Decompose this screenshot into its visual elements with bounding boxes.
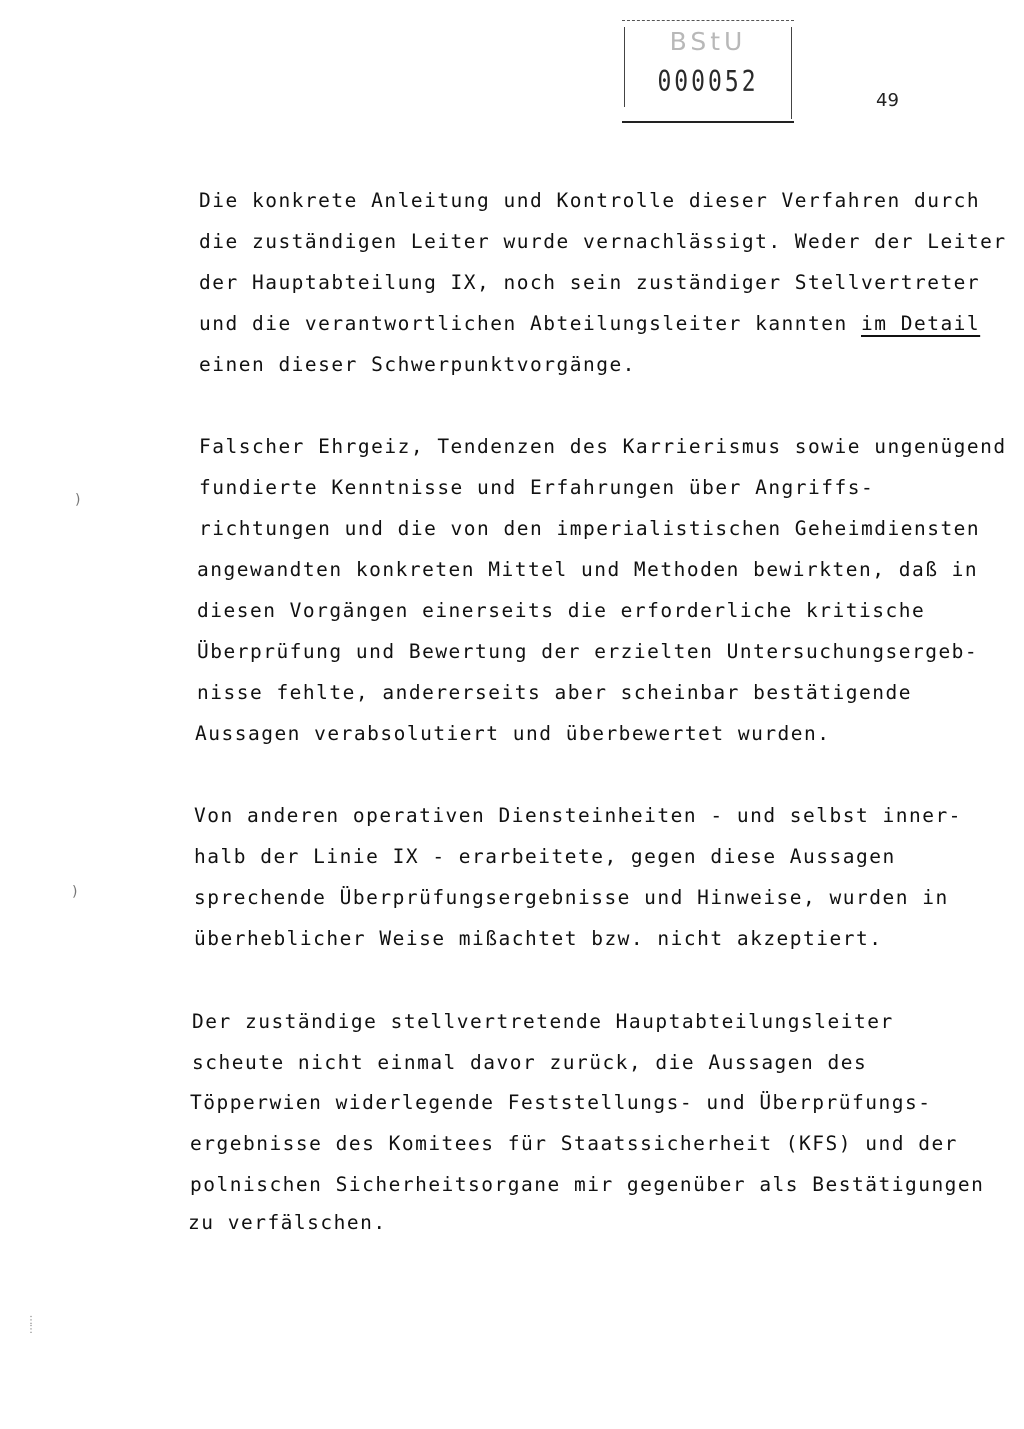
text-line: Aussagen verabsolutiert und überbewertet wurden. <box>195 722 831 745</box>
text-line: der Hauptabteilung IX, noch sein zuständiger Stellvertreter <box>199 271 981 294</box>
scan-mark: ) <box>72 884 78 900</box>
text-line: Töpperwien widerlegende Feststellungs- und Überprüfungs- <box>190 1091 932 1114</box>
archive-stamp <box>622 20 794 123</box>
text-line: Von anderen operativen Diensteinheiten - und selbst inner- <box>194 804 962 827</box>
text-line: richtungen und die von den imperialistischen Geheimdiensten <box>199 517 981 540</box>
text-line: fundierte Kenntnisse und Erfahrungen über Angriffs- <box>199 476 875 499</box>
text-line: angewandten konkreten Mittel und Methoden bewirkten, daß in <box>197 558 979 581</box>
page-number: 49 <box>876 90 899 111</box>
stamp-org-label: BStU <box>669 27 747 56</box>
text-line: einen dieser Schwerpunktvorgänge. <box>199 353 636 376</box>
text-line: Der zuständige stellvertretende Hauptabteilungsleiter <box>192 1010 894 1033</box>
text-line: Die konkrete Anleitung und Kontrolle dieser Verfahren durch <box>199 189 981 212</box>
text-line: Überprüfung und Bewertung der erzielten Untersuchungsergeb- <box>197 640 979 663</box>
underlined-phrase: im Detail <box>861 312 981 335</box>
text-line: ergebnisse des Komitees für Staatssicherheit (KFS) und der <box>190 1132 958 1155</box>
stamp-number: 000052 <box>657 65 759 99</box>
text-line <box>199 312 980 336</box>
text-segment: und die verantwortlichen Abteilungsleiter kannten <box>199 312 861 335</box>
scan-mark: ) <box>75 492 81 508</box>
text-line: diesen Vorgängen einerseits die erforderliche kritische <box>197 599 926 622</box>
text-line: überheblicher Weise mißachtet bzw. nicht akzeptiert. <box>194 927 883 950</box>
text-line: polnischen Sicherheitsorgane mir gegenüber als Bestätigungen <box>190 1173 985 1196</box>
text-line: scheute nicht einmal davor zurück, die Aussagen des <box>192 1051 868 1074</box>
text-line: nisse fehlte, andererseits aber scheinbar bestätigende <box>197 681 912 704</box>
text-line: sprechende Überprüfungsergebnisse und Hinweise, wurden in <box>194 886 949 909</box>
text-line: die zuständigen Leiter wurde vernachlässigt. Weder der Leiter <box>199 230 1007 253</box>
scan-mark: ⋮ ⋮ <box>26 1315 36 1335</box>
text-line: Falscher Ehrgeiz, Tendenzen des Karrierismus sowie ungenügend <box>199 435 1007 458</box>
text-line: halb der Linie IX - erarbeitete, gegen diese Aussagen <box>194 845 896 868</box>
text-line: zu verfälschen. <box>188 1211 387 1234</box>
